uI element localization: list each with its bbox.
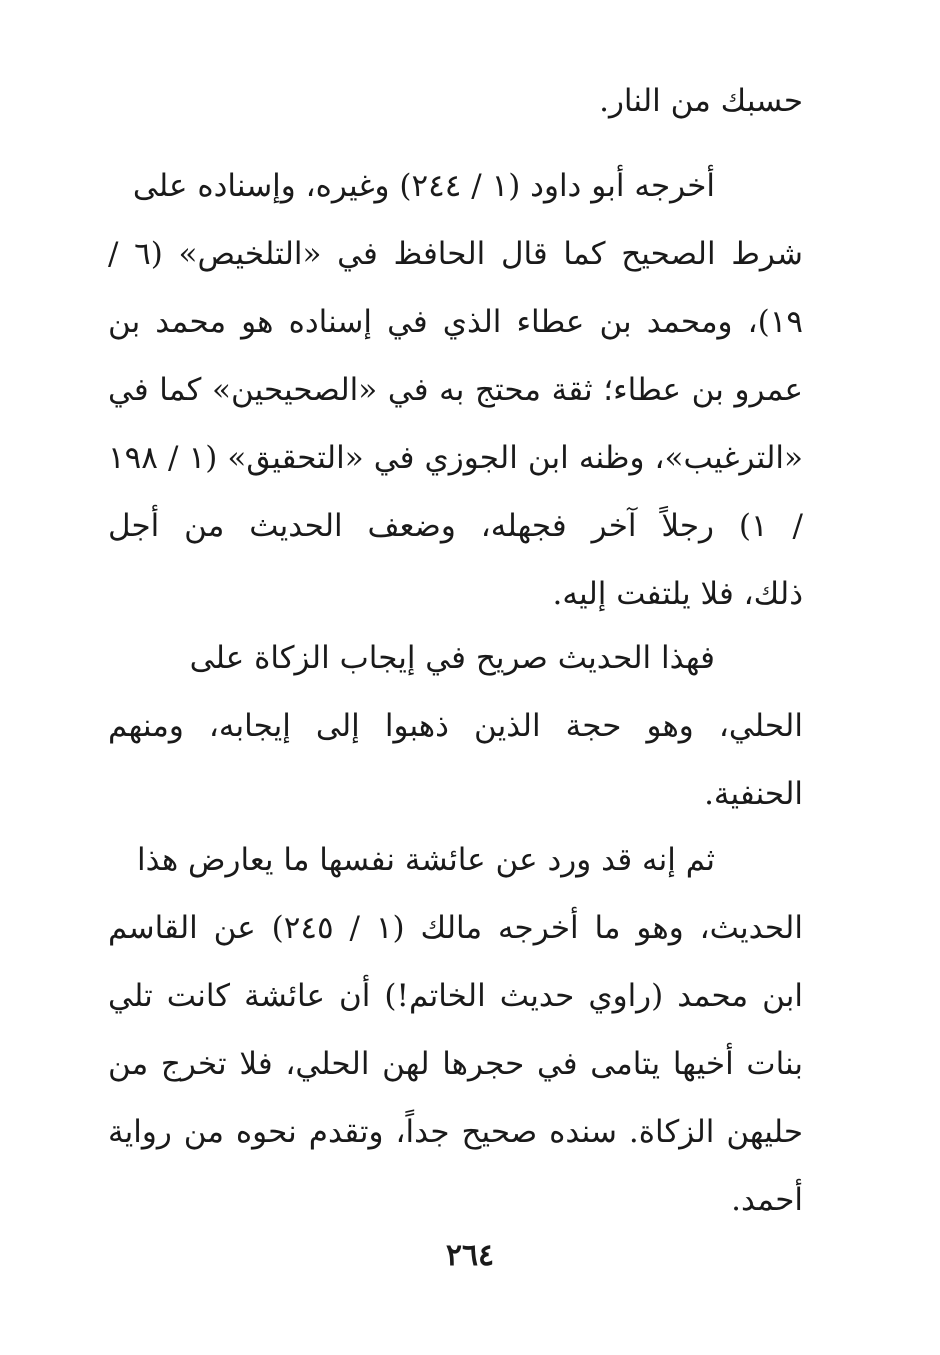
text-line: حسبك من النار.: [599, 83, 803, 119]
text-line: ثم إنه قد ورد عن عائشة نفسها ما يعارض هذا: [136, 842, 715, 878]
text-line: حليهن الزكاة. سنده صحيح جداً، وتقدم نحوه من رواية: [108, 1114, 803, 1150]
paragraph-2: [108, 152, 803, 628]
text-line: ابن محمد (راوي حديث الخاتم!) أن عائشة كانت تلي: [108, 978, 803, 1014]
text-line: ١٩)، ومحمد بن عطاء الذي في إسناده هو محمد بن: [108, 304, 803, 340]
text-line: بنات أخيها يتامى في حجرها لهن الحلي، فلا تخرج من: [108, 1046, 803, 1082]
text-line: عمرو بن عطاء؛ ثقة محتج به في «الصحيحين» كما في: [108, 372, 803, 408]
text-line: فهذا الحديث صريح في إيجاب الزكاة على: [189, 640, 715, 676]
paragraph-4: [108, 826, 803, 1234]
text-line: أحمد.: [731, 1182, 803, 1218]
text-line: «الترغيب»، وظنه ابن الجوزي في «التحقيق» (١ / ١٩٨: [108, 440, 803, 476]
text-line: الحنفية.: [704, 776, 803, 812]
text-line: / ١) رجلاً آخر فجهله، وضعف الحديث من أجل: [108, 508, 803, 544]
text-line: الحلي، وهو حجة الذين ذهبوا إلى إيجابه، ومنهم: [108, 708, 803, 744]
text-line: أخرجه أبو داود (١ / ٢٤٤) وغيره، وإسناده على: [132, 168, 715, 204]
paragraph-1: [108, 67, 803, 135]
text-line: ذلك، فلا يلتفت إليه.: [552, 576, 803, 612]
page-number: ٢٦٤: [445, 1238, 495, 1273]
text-line: الحديث، وهو ما أخرجه مالك (١ / ٢٤٥) عن القاسم: [108, 910, 803, 946]
paragraph-3: [108, 624, 803, 828]
text-line: شرط الصحيح كما قال الحافظ في «التلخيص» (٦ /: [108, 236, 803, 272]
